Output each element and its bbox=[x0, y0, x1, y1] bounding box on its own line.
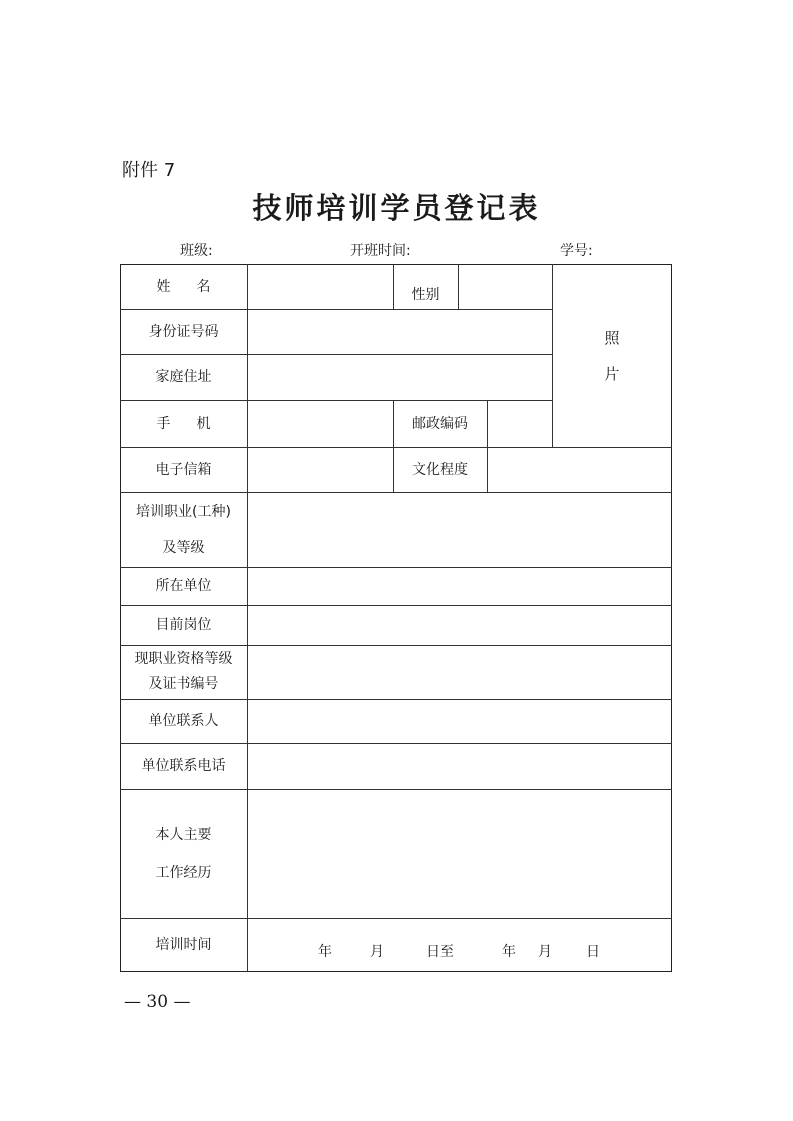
training-time-label: 培训时间 bbox=[155, 937, 212, 953]
address-field[interactable] bbox=[248, 354, 552, 400]
contact-person-field[interactable] bbox=[248, 699, 672, 743]
contact-phone-field[interactable] bbox=[248, 743, 672, 789]
training-time-field[interactable] bbox=[120, 934, 672, 964]
address-label: 家庭住址 bbox=[155, 369, 212, 385]
page-number: — 30 — bbox=[124, 992, 191, 1012]
qualification-label-line2: 及证书编号 bbox=[148, 676, 219, 692]
photo-label-line2: 片 bbox=[604, 364, 620, 383]
mobile-field[interactable] bbox=[248, 400, 393, 447]
registration-form-table bbox=[120, 264, 672, 972]
open-time-label: 开班时间: bbox=[350, 243, 411, 259]
end-month-label: 月 bbox=[538, 944, 552, 960]
education-label: 文化程度 bbox=[412, 461, 468, 478]
end-year-label: 年 bbox=[502, 944, 516, 960]
occupation-label-line2: 及等级 bbox=[162, 539, 205, 556]
end-day-label: 日 bbox=[586, 944, 600, 960]
contact-person-label: 单位联系人 bbox=[148, 713, 219, 729]
id-number-label: 身份证号码 bbox=[148, 323, 219, 340]
experience-field[interactable] bbox=[248, 789, 672, 918]
start-month-label: 月 bbox=[370, 944, 384, 960]
education-field[interactable] bbox=[487, 447, 672, 492]
qualification-field[interactable] bbox=[248, 645, 672, 699]
postcode-field[interactable] bbox=[487, 400, 552, 447]
occupation-field[interactable] bbox=[248, 492, 672, 567]
employer-label: 所在单位 bbox=[155, 578, 212, 594]
email-field[interactable] bbox=[248, 447, 393, 492]
photo-label-line1: 照 bbox=[604, 328, 620, 347]
position-field[interactable] bbox=[248, 605, 672, 645]
gender-label: 性别 bbox=[411, 286, 440, 303]
name-label: 姓名 bbox=[156, 278, 237, 295]
start-day-to-label: 日至 bbox=[426, 944, 454, 960]
experience-label-line1: 本人主要 bbox=[155, 826, 212, 843]
form-title: 技师培训学员登记表 bbox=[252, 191, 541, 225]
position-label: 目前岗位 bbox=[155, 617, 212, 633]
class-label: 班级: bbox=[180, 243, 213, 259]
name-field[interactable] bbox=[248, 264, 393, 309]
email-label: 电子信箱 bbox=[155, 461, 212, 478]
experience-label-line2: 工作经历 bbox=[155, 864, 212, 881]
student-id-label: 学号: bbox=[560, 243, 593, 259]
qualification-label-line1: 现职业资格等级 bbox=[134, 651, 233, 667]
photo-box[interactable] bbox=[552, 264, 672, 447]
occupation-label-line1: 培训职业(工种) bbox=[136, 503, 231, 520]
postcode-label: 邮政编码 bbox=[412, 415, 468, 432]
occupation-label bbox=[120, 492, 247, 567]
gender-field[interactable] bbox=[458, 264, 552, 309]
attachment-label: 附件 7 bbox=[122, 160, 176, 181]
experience-label bbox=[120, 789, 247, 918]
employer-field[interactable] bbox=[248, 567, 672, 605]
contact-phone-label: 单位联系电话 bbox=[141, 758, 226, 774]
qualification-label bbox=[120, 645, 247, 699]
mobile-label: 手机 bbox=[156, 415, 237, 432]
start-year-label: 年 bbox=[318, 944, 332, 960]
id-number-field[interactable] bbox=[248, 309, 552, 354]
